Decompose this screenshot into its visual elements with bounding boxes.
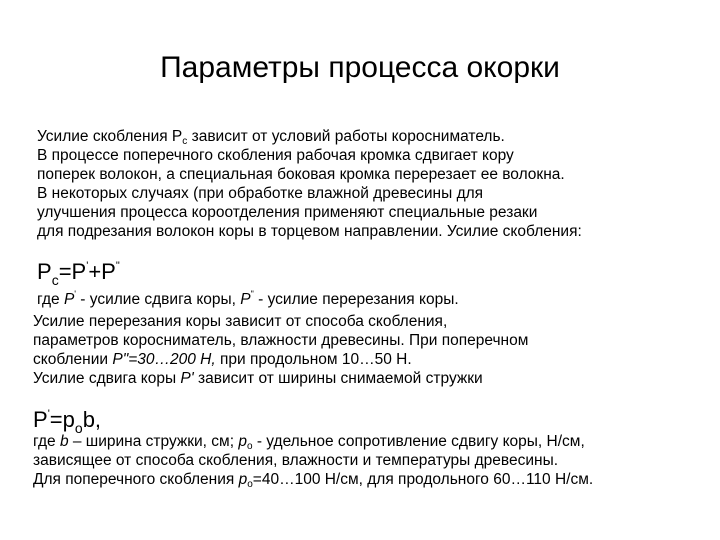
- text-segment: при продольном 10…50 Н.: [215, 351, 412, 368]
- text-line: [33, 350, 412, 369]
- text-segment: скоблении: [33, 351, 113, 368]
- text-segment: Усилие скобления Р: [37, 128, 183, 145]
- slide-title: Параметры процесса окорки: [160, 51, 560, 84]
- text-segment: где: [37, 291, 64, 308]
- text-segment: - усилие перерезания коры.: [253, 291, 459, 308]
- subscript: o: [246, 441, 253, 452]
- superscript: ": [250, 289, 254, 299]
- text-line: В некоторых случаях (при обработке влажной древесины для: [37, 185, 484, 202]
- text-segment: =40…100 Н/см, для продольного 60…110 Н/см.: [252, 471, 594, 488]
- formula-superscript: ": [115, 260, 120, 272]
- where-line-1: [37, 285, 459, 309]
- formula-subscript: o: [74, 420, 83, 436]
- text-line: зависящее от способа скобления, влажности и температуры древесины.: [33, 452, 559, 469]
- subscript: с: [182, 136, 188, 147]
- symbol: P: [63, 291, 75, 308]
- text-line: параметров коросниматель, влажности древесины. При поперечном: [33, 332, 529, 349]
- symbol: p: [238, 433, 247, 450]
- symbol: b: [59, 433, 69, 450]
- superscript: ': [74, 289, 76, 299]
- text-segment: - усилие сдвига коры,: [76, 291, 241, 308]
- text-segment: Усилие сдвига коры: [33, 370, 181, 387]
- symbol: p: [238, 471, 248, 488]
- formula-superscript: ': [47, 408, 50, 420]
- text-segment: Для поперечного скобления: [33, 471, 239, 488]
- text-line: для подрезания волокон коры в торцевом направлении. Усилие скобления:: [37, 223, 582, 240]
- formula-symbol: =P: [58, 259, 87, 284]
- text-line: поперек волокон, а специальная боковая кромка перерезает ее волокна.: [37, 166, 565, 183]
- text-segment: - удельное сопротивление сдвигу коры, Н/см,: [252, 433, 585, 450]
- formula-symbol: P: [37, 259, 52, 284]
- formula-symbol: =p: [49, 407, 75, 432]
- formula-symbol: b,: [82, 407, 102, 432]
- text-segment: где: [33, 433, 60, 450]
- subscript: o: [247, 479, 253, 490]
- formula-symbol: +P: [88, 259, 116, 284]
- text-segment: зависит от ширины снимаемой стружки: [193, 370, 483, 387]
- formula-superscript: ': [86, 260, 89, 272]
- formula-subscript: c: [51, 272, 59, 288]
- text-segment: зависит от условий работы коросниматель.: [187, 128, 505, 145]
- symbol: P: [240, 291, 251, 308]
- text-line: улучшения процесса короотделения применяют специальные резаки: [37, 204, 538, 221]
- formula-symbol: P: [33, 407, 48, 432]
- text-segment: Р"=30…200 Н,: [112, 351, 216, 368]
- text-segment: – ширина стружки, см;: [68, 433, 239, 450]
- text-line: [33, 369, 483, 388]
- text-line: Усилие перерезания коры зависит от способа скобления,: [33, 313, 448, 330]
- text-line: [33, 470, 593, 494]
- text-line: В процессе поперечного скобления рабочая кромка сдвигает кору: [37, 147, 514, 164]
- symbol: Р': [180, 370, 194, 387]
